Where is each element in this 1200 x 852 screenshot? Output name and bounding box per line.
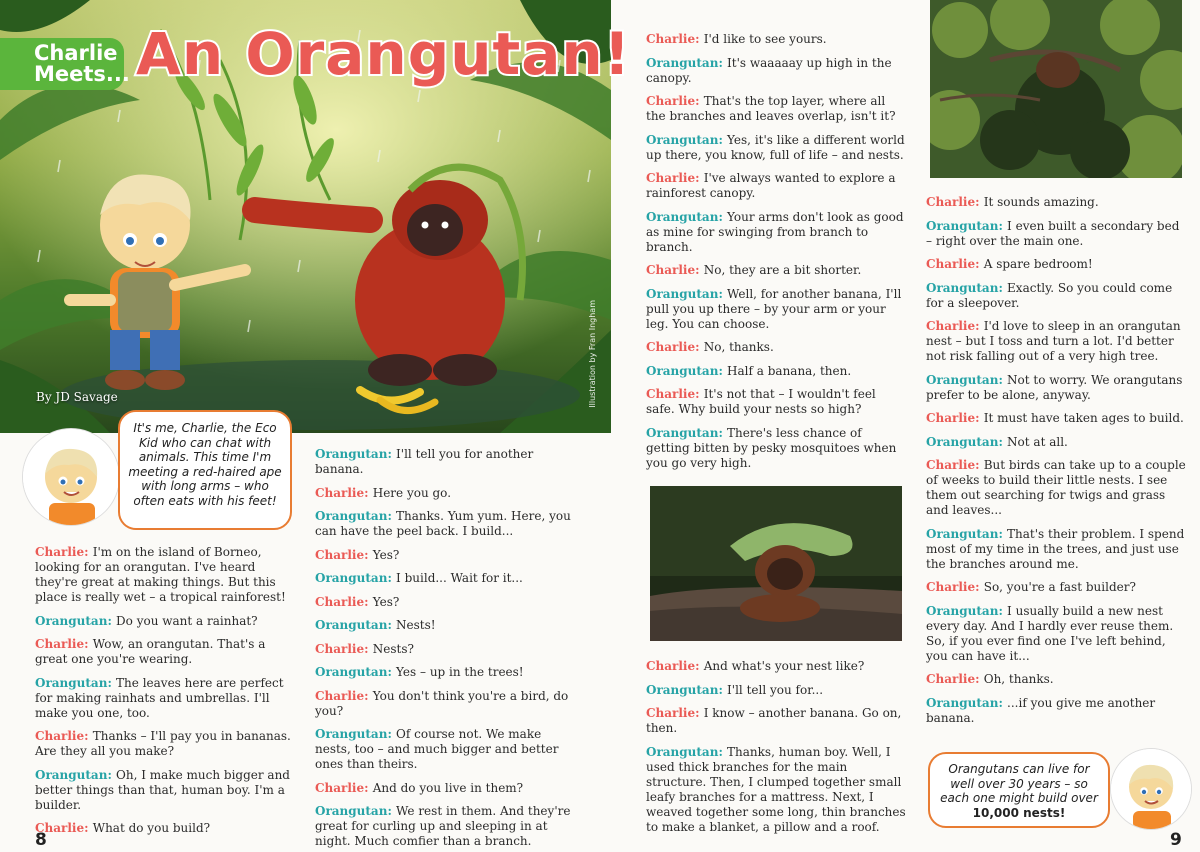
speaker-colon: : — [695, 94, 704, 108]
dialogue-line — [35, 676, 297, 721]
dialogue-line — [315, 447, 580, 477]
speaker-label: Charlie — [926, 458, 976, 472]
dialogue-text: What do you build? — [92, 821, 211, 835]
speaker-colon: : — [998, 603, 1008, 618]
dialogue-line — [646, 56, 908, 86]
dialogue-text: I usually build a new nest every day. And I hardly ever reuse them. So, if you ever find one I've left behind, you can have it... — [926, 603, 1174, 663]
dialogue-text: I even built a secondary bed – right over the main one. — [926, 218, 1180, 248]
dialogue-line — [926, 319, 1188, 364]
dialogue-text: It's not that – I wouldn't feel safe. Why build your nests so high? — [646, 387, 876, 416]
speaker-label: Charlie — [926, 319, 976, 333]
dialogue-text: You don't think you're a bird, do you? — [315, 688, 569, 718]
speaker-colon: : — [695, 171, 704, 185]
dialogue-line — [315, 689, 580, 719]
dialogue-text: Not at all. — [1007, 434, 1068, 449]
dialogue-text: Do you want a rainhat? — [116, 613, 258, 628]
dialogue-text: That's the top layer, where all the branches and leaves overlap, isn't it? — [646, 94, 896, 123]
dialogue-line — [315, 509, 580, 539]
speaker-colon: : — [695, 32, 704, 46]
dialogue-line — [926, 411, 1188, 426]
speaker-label: Charlie — [35, 545, 85, 559]
speaker-label: Charlie — [315, 547, 365, 562]
speaker-label: Orangutan — [646, 363, 719, 378]
fact-text: Orangutans can live for well over 30 years – so each one might build over — [940, 762, 1098, 805]
speaker-colon: : — [975, 411, 984, 425]
dialogue-line — [926, 373, 1188, 403]
dialogue-text: I build... Wait for it... — [396, 571, 523, 585]
speaker-colon: : — [998, 218, 1008, 233]
dialogue-text: It sounds amazing. — [983, 195, 1099, 209]
dialogue-text: I'm on the island of Borneo, looking for an orangutan. I've heard they're great at making things. But this place is really wet – a tropical rainforest! — [35, 545, 286, 604]
charlie-face-art-right — [1111, 749, 1191, 829]
speaker-label: Orangutan — [35, 675, 108, 690]
speaker-label: Orangutan — [35, 767, 108, 782]
speaker-label: Charlie — [35, 637, 85, 651]
speaker-label: Charlie — [926, 672, 976, 686]
dialogue-line — [315, 727, 580, 772]
speaker-label: Orangutan — [926, 695, 999, 710]
illustration-credit: Illustration by Fran Ingham — [588, 300, 597, 408]
speaker-colon: : — [695, 706, 704, 720]
speaker-label: Charlie — [646, 171, 696, 185]
speaker-colon: : — [364, 688, 373, 703]
speaker-label: Charlie — [315, 780, 365, 795]
speaker-colon: : — [975, 458, 984, 472]
dialogue-text: There's less chance of getting bitten by pesky mosquitoes when you go very high. — [646, 425, 897, 470]
dialogue-text: But birds can take up to a couple of weeks to build their little nests. I see them out searching for twigs and grass and leaves... — [926, 458, 1186, 517]
speaker-label: Orangutan — [646, 132, 719, 147]
speaker-colon: : — [718, 132, 728, 147]
speaker-label: Orangutan — [315, 509, 388, 523]
speaker-label: Orangutan — [315, 618, 388, 632]
dialogue-line — [35, 729, 297, 759]
speaker-label: Charlie — [315, 641, 365, 656]
speaker-label: Charlie — [35, 729, 85, 743]
speaker-colon: : — [975, 195, 984, 209]
dialogue-text: I'd love to sleep in an orangutan nest – but I toss and turn a lot. I'd better not risk falling out of a very high tree. — [926, 319, 1181, 363]
speaker-label: Orangutan — [926, 434, 999, 449]
dialogue-text: The leaves here are perfect for making rainhats and umbrellas. I'll make you one, too. — [35, 675, 284, 720]
speaker-colon: : — [975, 672, 984, 686]
speaker-colon: : — [718, 55, 728, 70]
dialogue-text: Thanks, human boy. Well, I used thick branches for the main structure. Then, I clumped together small leafy branches for a mattress. Next, I weaved together some long, thin branches to make a blanket, a pillow and a roof. — [646, 744, 906, 834]
dialogue-line — [926, 435, 1188, 450]
dialogue-text: Yes? — [372, 594, 400, 609]
speaker-colon: : — [718, 209, 728, 224]
dialogue-column-2 — [315, 447, 580, 852]
orangutan-nest-photo-art — [930, 0, 1182, 178]
dialogue-text: Thanks. Yum yum. Here, you can have the peel back. I build... — [315, 509, 571, 538]
dialogue-line — [315, 618, 580, 633]
speaker-colon: : — [387, 447, 397, 461]
dialogue-line — [646, 94, 908, 124]
speaker-colon: : — [84, 729, 93, 743]
dialogue-line — [926, 195, 1188, 210]
speaker-colon: : — [387, 727, 397, 741]
dialogue-text: Wow, an orangutan. That's a great one you're wearing. — [35, 637, 266, 666]
speaker-colon: : — [387, 804, 397, 818]
dialogue-line — [35, 821, 297, 836]
dialogue-line — [646, 210, 908, 255]
speaker-colon: : — [387, 509, 397, 523]
dialogue-text: It's waaaaay up high in the canopy. — [646, 55, 892, 85]
page-number-right: 9 — [1170, 830, 1182, 850]
speaker-colon: : — [387, 665, 397, 679]
speaker-colon: : — [84, 821, 93, 835]
dialogue-text: Exactly. So you could come for a sleepover. — [926, 280, 1173, 310]
speaker-label: Orangutan — [646, 682, 719, 697]
dialogue-text: Oh, thanks. — [983, 672, 1054, 686]
speaker-colon: : — [998, 372, 1008, 387]
intro-speech-bubble — [118, 410, 292, 530]
dialogue-line — [646, 426, 908, 471]
dialogue-column-3 — [646, 32, 908, 479]
dialogue-line — [646, 171, 908, 201]
speaker-label: Charlie — [646, 706, 696, 720]
speaker-label: Orangutan — [646, 744, 719, 759]
speaker-colon: : — [107, 675, 117, 690]
dialogue-text: That's their problem. I spend most of my time in the trees, and just use the branches around me. — [926, 526, 1185, 571]
speaker-colon: : — [975, 257, 984, 271]
page-number-left: 8 — [35, 830, 47, 850]
speaker-label: Orangutan — [646, 286, 719, 301]
orangutan-nest-photo — [930, 0, 1182, 178]
dialogue-line — [646, 263, 908, 278]
speaker-label: Orangutan — [315, 571, 388, 585]
speaker-colon: : — [975, 319, 984, 333]
dialogue-text: I'll tell you for... — [727, 682, 824, 697]
speaker-colon: : — [975, 580, 984, 594]
dialogue-line — [926, 672, 1188, 687]
dialogue-column-3-lower — [646, 659, 908, 843]
speaker-colon: : — [695, 659, 704, 673]
dialogue-text: I know – another banana. Go on, then. — [646, 706, 902, 735]
charlie-avatar — [22, 428, 120, 526]
speaker-label: Charlie — [315, 594, 365, 609]
dialogue-line — [35, 614, 297, 629]
dialogue-line — [646, 287, 908, 332]
dialogue-text: And do you live in them? — [372, 780, 524, 795]
speaker-label: Charlie — [315, 485, 365, 500]
dialogue-column-1 — [35, 545, 297, 845]
speaker-label: Orangutan — [926, 603, 999, 618]
dialogue-text: No, thanks. — [703, 340, 774, 354]
speaker-colon: : — [718, 363, 728, 378]
dialogue-text: Yes? — [372, 547, 400, 562]
speaker-colon: : — [718, 286, 728, 301]
series-tag — [0, 38, 130, 90]
speaker-label: Charlie — [926, 411, 976, 425]
dialogue-line — [315, 571, 580, 586]
speaker-label: Charlie — [926, 257, 976, 271]
speaker-colon: : — [364, 641, 373, 656]
dialogue-line — [315, 548, 580, 563]
dialogue-line — [926, 527, 1188, 572]
dialogue-line — [926, 257, 1188, 272]
dialogue-text: It must have taken ages to build. — [983, 411, 1184, 425]
dialogue-line — [926, 281, 1188, 311]
speaker-label: Orangutan — [926, 372, 999, 387]
speaker-colon: : — [695, 340, 704, 354]
series-tag-line2: Meets... — [34, 62, 130, 86]
speaker-colon: : — [387, 571, 397, 585]
speaker-colon: : — [718, 744, 728, 759]
speaker-colon: : — [718, 682, 728, 697]
speaker-label: Orangutan — [315, 804, 388, 818]
speaker-colon: : — [364, 547, 373, 562]
speaker-label: Charlie — [646, 340, 696, 354]
dialogue-text: Your arms don't look as good as mine for swinging from branch to branch. — [646, 209, 904, 254]
speaker-label: Orangutan — [926, 526, 999, 541]
dialogue-line — [315, 642, 580, 657]
dialogue-line — [315, 781, 580, 796]
speaker-label: Orangutan — [926, 280, 999, 295]
dialogue-line — [315, 804, 580, 849]
dialogue-line — [926, 219, 1188, 249]
dialogue-line — [646, 659, 908, 674]
dialogue-text: Nests? — [372, 641, 414, 656]
dialogue-column-4 — [926, 195, 1188, 734]
speaker-label: Charlie — [315, 688, 365, 703]
charlie-face-art — [23, 429, 119, 525]
dialogue-line — [646, 32, 908, 47]
dialogue-line — [315, 665, 580, 680]
speaker-colon: : — [84, 545, 93, 559]
dialogue-text: And what's your nest like? — [703, 659, 865, 673]
speaker-colon: : — [364, 485, 373, 500]
speaker-label: Orangutan — [646, 55, 719, 70]
page-title: An Orangutan! — [136, 20, 632, 88]
speaker-colon: : — [695, 387, 704, 401]
dialogue-text: A spare bedroom! — [983, 257, 1093, 271]
dialogue-line — [646, 706, 908, 736]
dialogue-line — [646, 364, 908, 379]
dialogue-line — [926, 604, 1188, 664]
intro-text: It's me, Charlie, the Eco Kid who can chat with animals. This time I'm meeting a red-haired ape with long arms – who often eats with his feet! — [128, 421, 282, 508]
speaker-label: Orangutan — [646, 209, 719, 224]
speaker-label: Charlie — [926, 580, 976, 594]
dialogue-line — [926, 580, 1188, 595]
speaker-colon: : — [718, 425, 728, 440]
dialogue-line — [646, 340, 908, 355]
speaker-colon: : — [107, 613, 117, 628]
dialogue-line — [646, 387, 908, 417]
speaker-colon: : — [364, 594, 373, 609]
speaker-colon: : — [998, 695, 1008, 710]
speaker-label: Charlie — [646, 659, 696, 673]
speaker-colon: : — [998, 280, 1008, 295]
speaker-label: Charlie — [646, 263, 696, 277]
charlie-avatar-right — [1110, 748, 1192, 830]
dialogue-text: Of course not. We make nests, too – and much bigger and better ones than theirs. — [315, 727, 559, 771]
speaker-label: Charlie — [926, 195, 976, 209]
dialogue-text: So, you're a fast builder? — [983, 580, 1136, 594]
dialogue-line — [35, 545, 297, 605]
speaker-label: Charlie — [646, 32, 696, 46]
speaker-colon: : — [998, 526, 1008, 541]
speaker-colon: : — [998, 434, 1008, 449]
fact-highlight: 10,000 nests! — [972, 805, 1066, 820]
dialogue-text: Yes – up in the trees! — [396, 665, 524, 679]
dialogue-text: Thanks – I'll pay you in bananas. Are they all you make? — [35, 729, 291, 758]
series-tag-line1: Charlie — [34, 41, 118, 65]
dialogue-line — [646, 133, 908, 163]
speaker-colon: : — [695, 263, 704, 277]
dialogue-text: ...if you give me another banana. — [926, 695, 1156, 725]
speaker-label: Orangutan — [646, 425, 719, 440]
speaker-colon: : — [107, 767, 117, 782]
dialogue-text: I'd like to see yours. — [703, 32, 827, 46]
speaker-colon: : — [387, 618, 397, 632]
dialogue-text: Nests! — [396, 618, 436, 632]
speaker-label: Charlie — [646, 387, 696, 401]
dialogue-text: I'll tell you for another banana. — [315, 447, 534, 476]
dialogue-text: We rest in them. And they're great for curling up and sleeping in at night. Much comfier than a branch. — [315, 804, 571, 848]
dialogue-text: Well, for another banana, I'll pull you up there – by your arm or your leg. You can choose. — [646, 286, 902, 331]
dialogue-line — [926, 458, 1188, 518]
dialogue-line — [35, 637, 297, 667]
orangutan-leaf-photo-art — [650, 486, 902, 641]
speaker-label: Charlie — [646, 94, 696, 108]
dialogue-text: No, they are a bit shorter. — [703, 263, 862, 277]
dialogue-line — [646, 683, 908, 698]
speaker-colon: : — [364, 780, 373, 795]
orangutan-leaf-photo — [650, 486, 902, 641]
speaker-label: Orangutan — [35, 613, 108, 628]
dialogue-line — [315, 595, 580, 610]
speaker-label: Orangutan — [315, 447, 388, 461]
speaker-label: Orangutan — [315, 665, 388, 679]
dialogue-text: Half a banana, then. — [727, 363, 852, 378]
dialogue-line — [646, 745, 908, 835]
fact-speech-bubble — [928, 752, 1110, 828]
speaker-label: Charlie — [35, 821, 85, 835]
dialogue-text: Yes, it's like a different world up there, you know, full of life – and nests. — [646, 132, 905, 162]
dialogue-line — [35, 768, 297, 813]
dialogue-text: I've always wanted to explore a rainforest canopy. — [646, 171, 896, 200]
speaker-colon: : — [84, 637, 93, 651]
dialogue-text: Here you go. — [372, 485, 452, 500]
dialogue-text: Oh, I make much bigger and better things than that, human boy. I'm a builder. — [35, 767, 290, 812]
speaker-label: Orangutan — [315, 727, 388, 741]
speaker-label: Orangutan — [926, 218, 999, 233]
dialogue-line — [926, 696, 1188, 726]
dialogue-text: Not to worry. We orangutans prefer to be alone, anyway. — [926, 372, 1183, 402]
dialogue-line — [315, 486, 580, 501]
byline: By JD Savage — [36, 390, 118, 404]
